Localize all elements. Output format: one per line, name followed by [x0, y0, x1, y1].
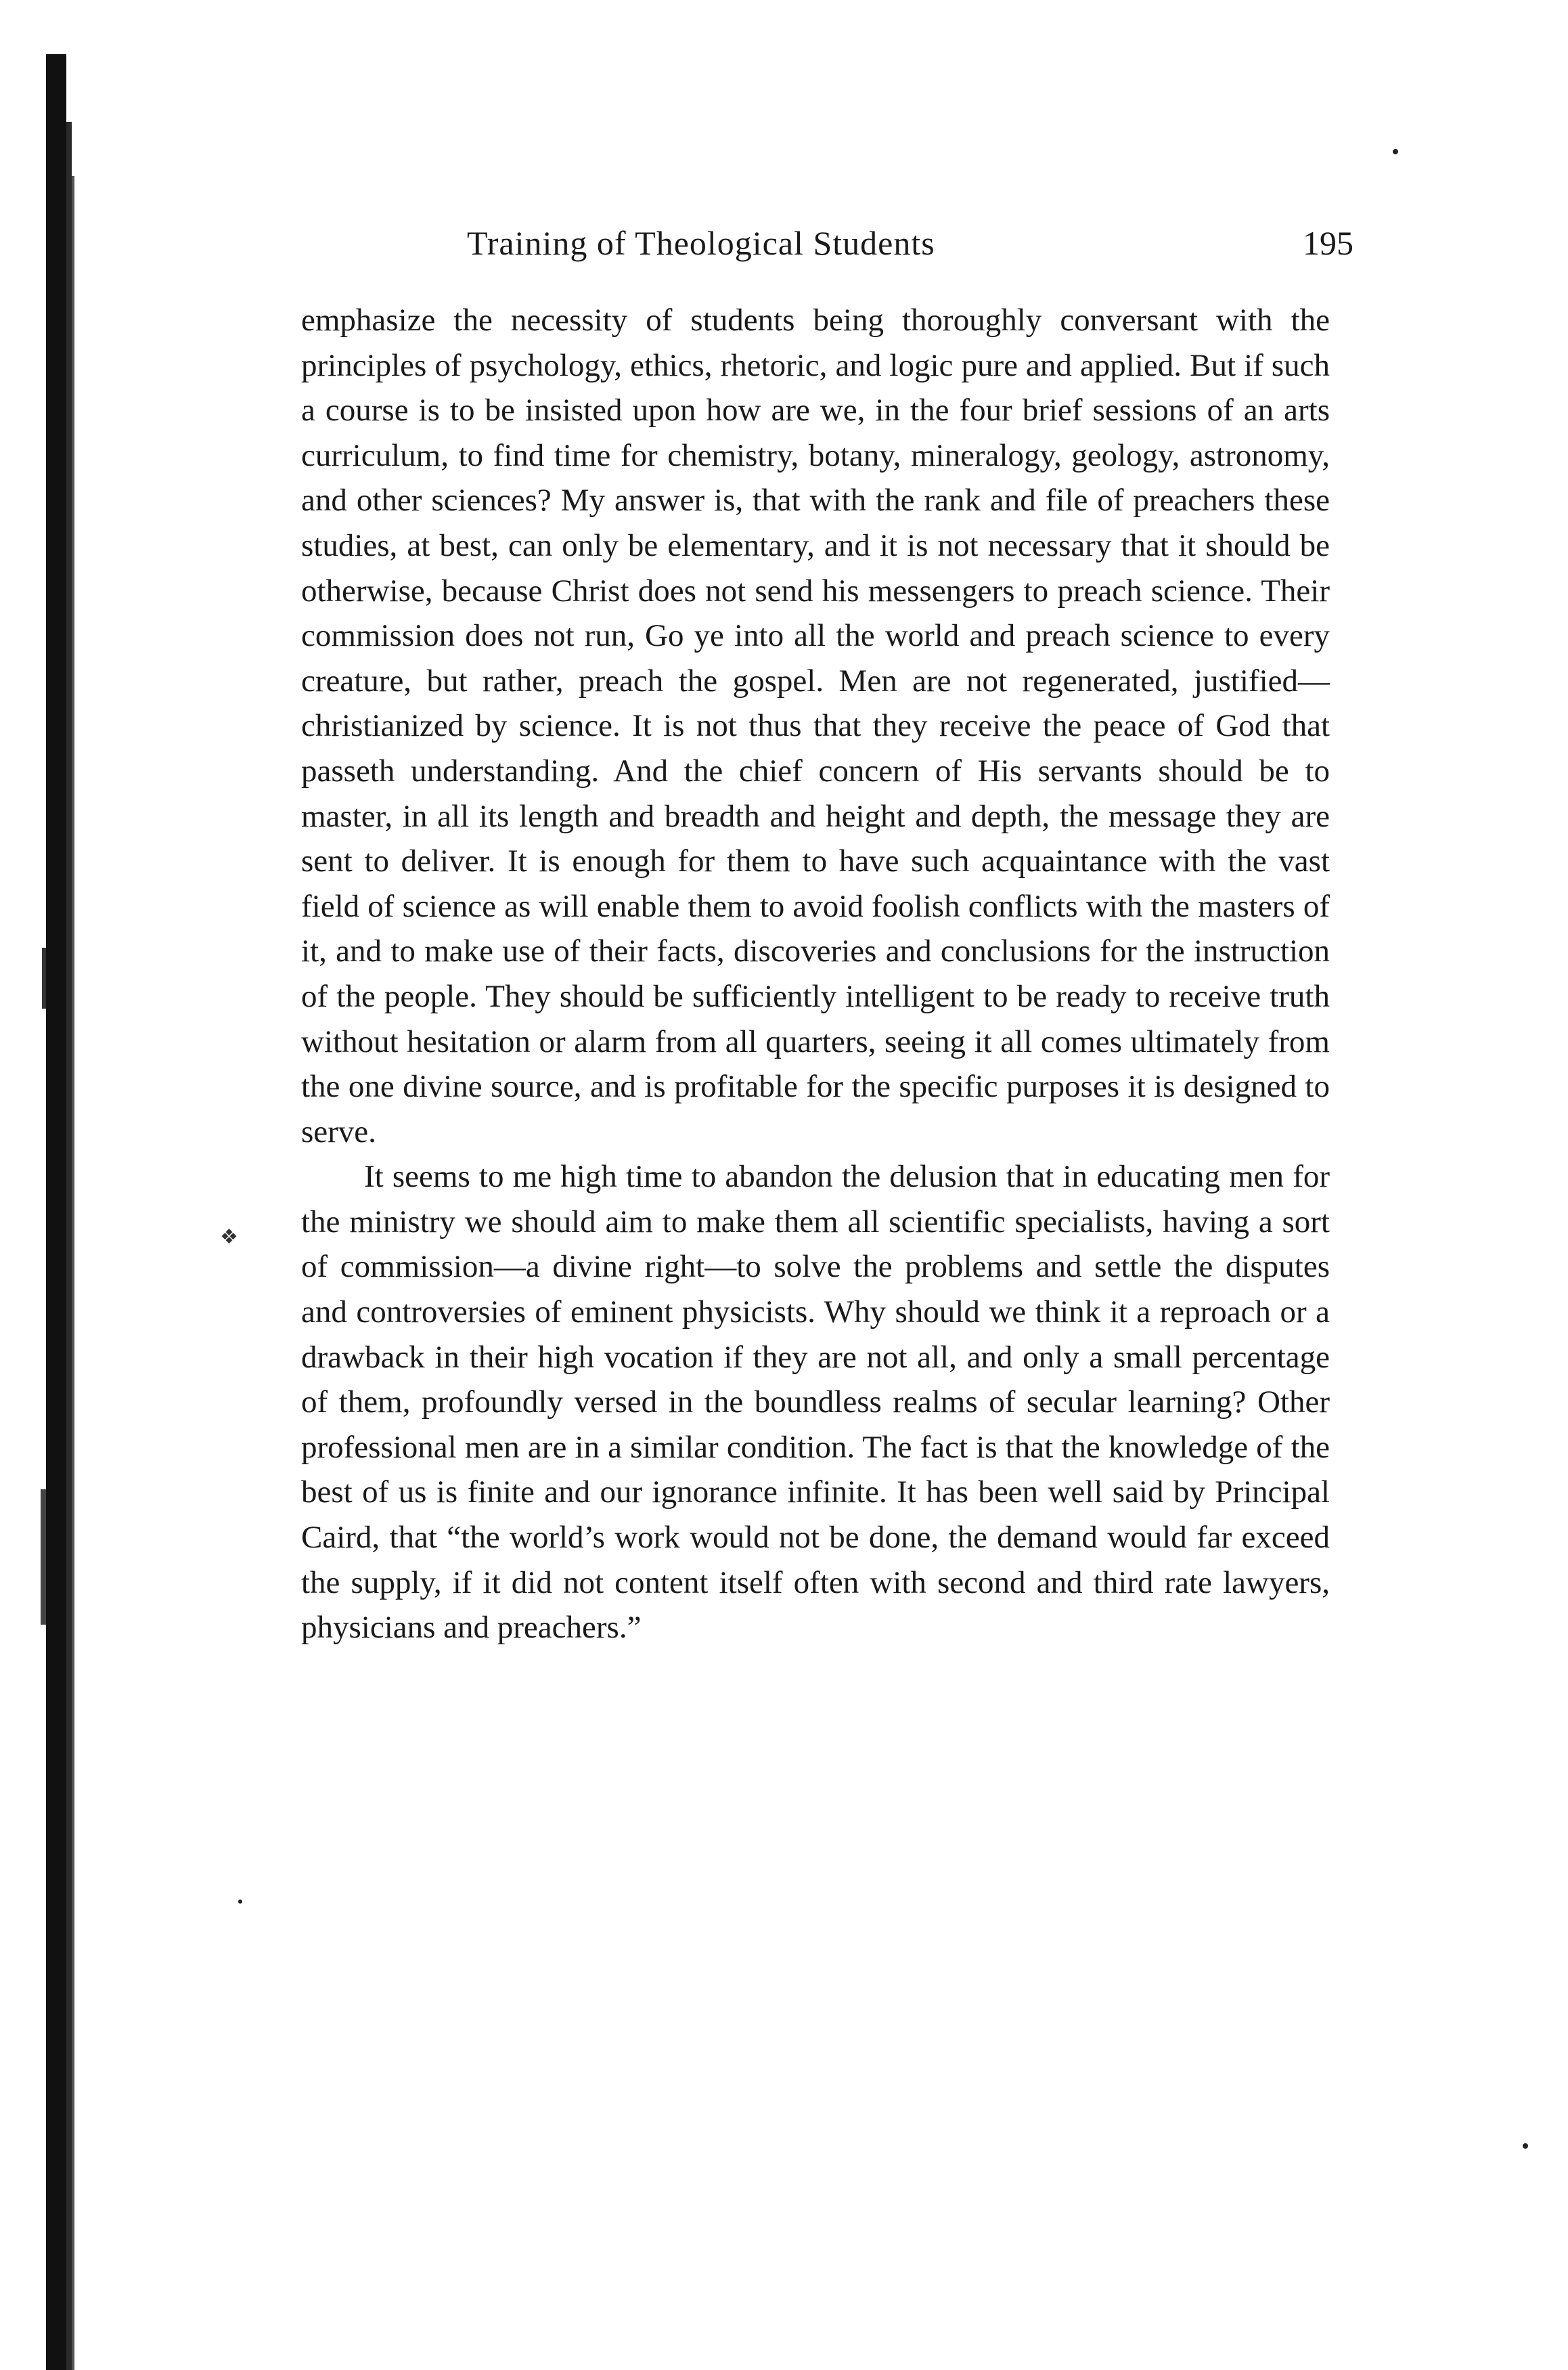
- margin-mark-icon: ❖: [220, 1225, 238, 1249]
- paragraph-continued: emphasize the necessity of students being thoroughly conversant with the principles of psychology, ethics, rhetoric, and logic pure and applied. But if such a course is to be insisted upon how are we, in the four brief sessions of an arts curriculum, to find time for chemistry, botany, mineralogy, geology, astronomy, and other sciences? My answer is, that with the rank and file of preachers these studies, at best, can only be elementary, and it is not necessary that it should be otherwise, because Christ does not send his messengers to preach science. Their commission does not run, Go ye into all the world and preach science to every creature, but rather, preach the gospel. Men are not regenerated, justified—christianized by science. It is not thus that they receive the peace of God that passeth understanding. And the chief concern of His servants should be to master, in all its length and breadth and height and depth, the message they are sent to deliver. It is enough for them to have such acquaintance with the vast field of science as will enable them to avoid foolish conflicts with the masters of it, and to make use of their facts, discoveries and conclusions for the instruction of the people. They should be sufficiently intelligent to be ready to receive truth without hesitation or alarm from all quarters, seeing it all comes ultimately from the one divine source, and is profitable for the specific purposes it is designed to serve.: [301, 303, 1330, 1149]
- scan-speck: [1393, 149, 1398, 154]
- paragraph-second: It seems to me high time to abandon the delusion that in educating men for the ministry we should aim to make them all scientific specialists, having a sort of commission—a divine right—to solve the problems and settle the disputes and controversies of eminent physicists. Why should we think it a reproach or a drawback in their high vocation if they are not all, and only a small percentage of them, profoundly versed in the boundless realms of secular learning? Other professional men are in a similar condition. The fact is that the knowledge of the best of us is finite and our ignorance infinite. It has been well said by Principal Caird, that “the world’s work would not be done, the demand would far exceed the supply, if it did not content itself often with second and third rate lawyers, physicians and preachers.”: [301, 1159, 1330, 1646]
- scan-speck: [1523, 2143, 1528, 2149]
- page-header: [467, 223, 1353, 278]
- page-number: 195: [1303, 224, 1353, 262]
- running-title: Training of Theological Students: [467, 224, 935, 262]
- body-text: [301, 298, 1330, 1650]
- scan-speck: [238, 1900, 242, 1904]
